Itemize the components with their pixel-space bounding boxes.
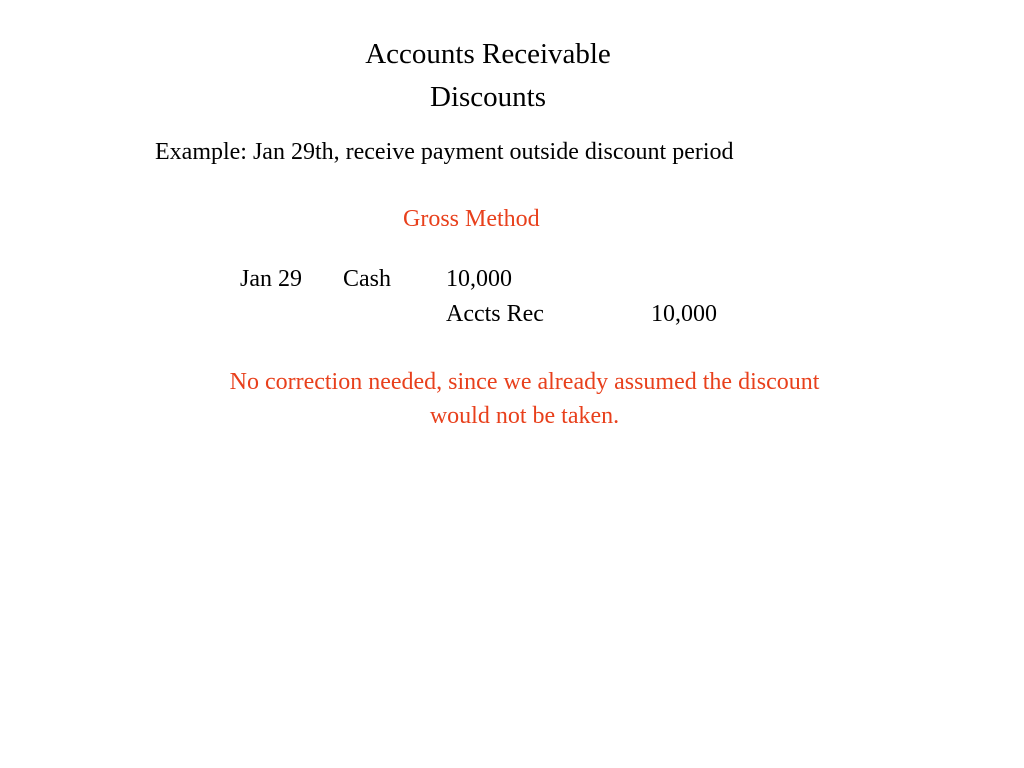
slide-title-line2: Discounts xyxy=(430,81,546,113)
note-line1: No correction needed, since we already assumed the discount xyxy=(229,369,820,395)
example-text: Example: Jan 29th, receive payment outside discount period xyxy=(155,139,734,165)
debit-account: Cash xyxy=(343,266,391,292)
method-heading: Gross Method xyxy=(403,206,540,232)
credit-amount: 10,000 xyxy=(651,301,717,327)
slide-title-line1: Accounts Receivable xyxy=(365,38,611,70)
note-line2: would not be taken. xyxy=(429,403,620,429)
credit-account: Accts Rec xyxy=(446,301,544,327)
debit-amount: 10,000 xyxy=(446,266,512,292)
entry-date: Jan 29 xyxy=(240,266,302,292)
